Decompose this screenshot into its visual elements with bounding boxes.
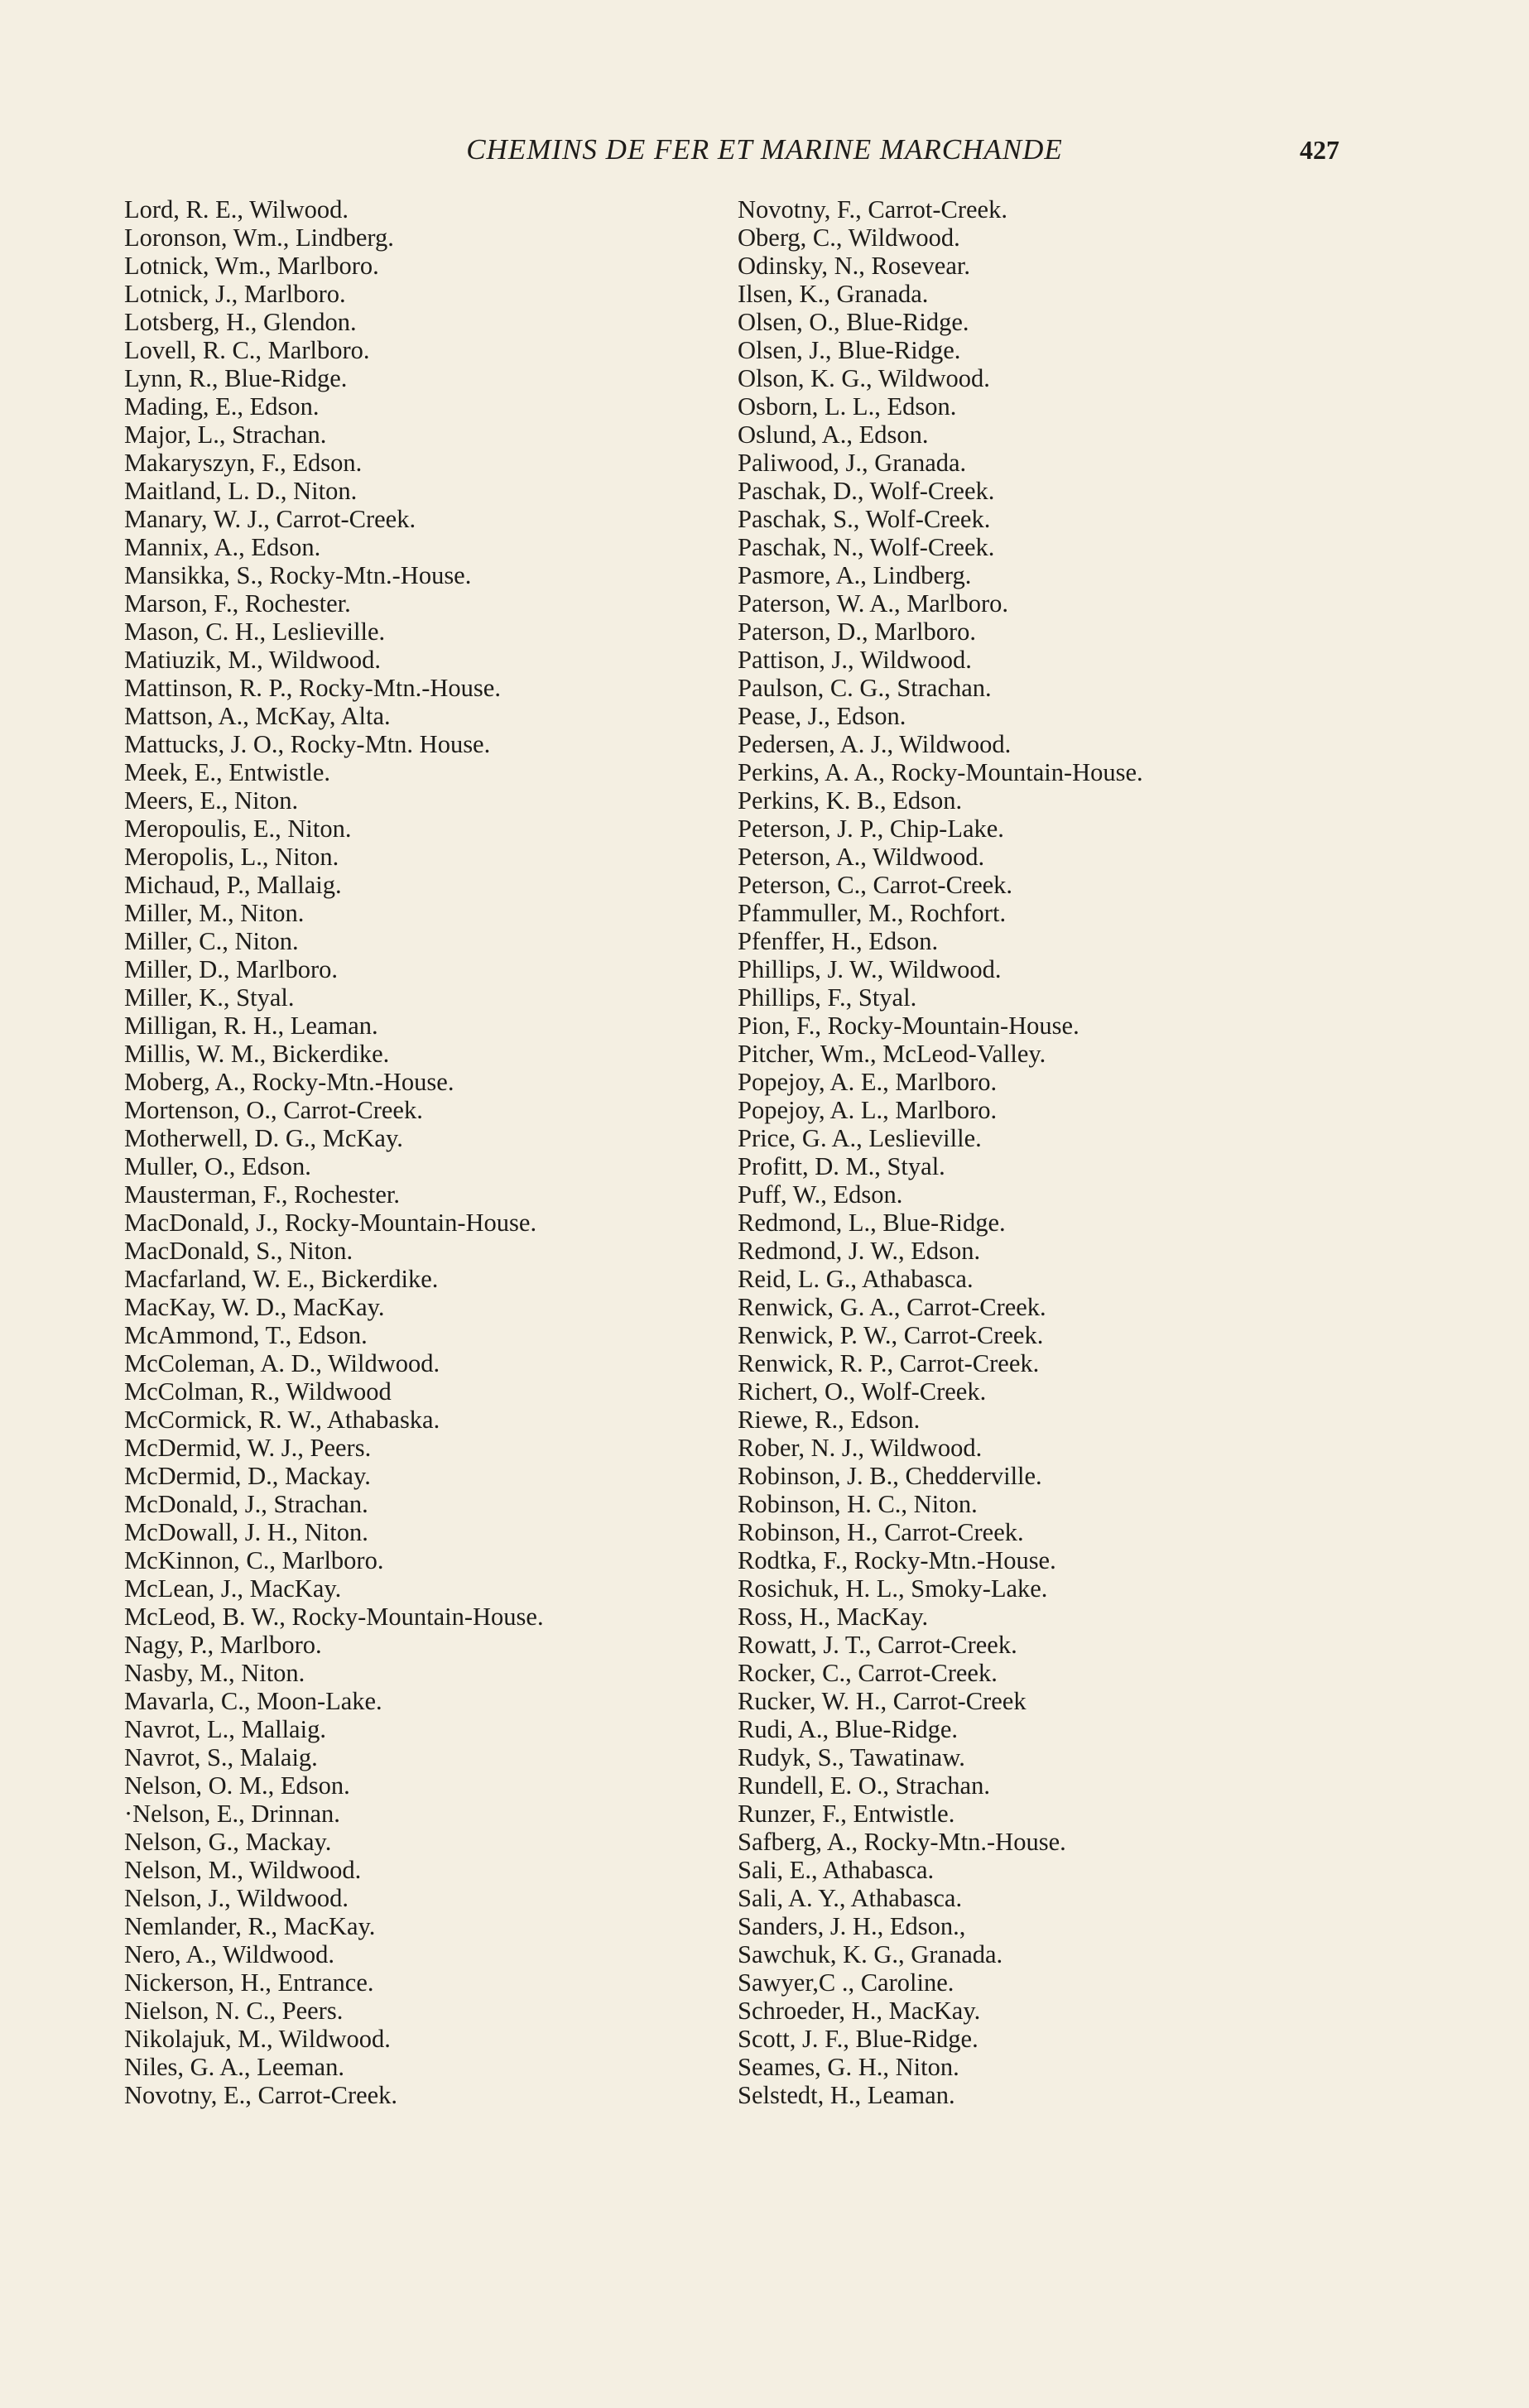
directory-entry: Phillips, J. W., Wildwood. [738, 955, 1002, 983]
directory-entry: Olsen, J., Blue-Ridge. [738, 336, 961, 364]
directory-entry: Oberg, C., Wildwood. [738, 223, 960, 252]
directory-entry: Scott, J. F., Blue-Ridge. [738, 2025, 978, 2053]
directory-entry: Renwick, R. P., Carrot-Creek. [738, 1349, 1040, 1377]
directory-entry: MacKay, W. D., MacKay. [124, 1293, 385, 1321]
directory-entry: Motherwell, D. G., McKay. [124, 1124, 403, 1152]
directory-entry: Ilsen, K., Granada. [738, 280, 929, 308]
directory-entry: Matiuzik, M., Wildwood. [124, 646, 381, 674]
left-column [124, 195, 544, 2109]
directory-entry: Niles, G. A., Leeman. [124, 2053, 344, 2081]
directory-entry: Moberg, A., Rocky-Mtn.-House. [124, 1068, 454, 1096]
directory-entry: Paschak, N., Wolf-Creek. [738, 533, 995, 561]
directory-entry: Lotnick, J., Marlboro. [124, 280, 346, 308]
directory-entry: Rundell, E. O., Strachan. [738, 1771, 990, 1800]
directory-entry: Lovell, R. C., Marlboro. [124, 336, 370, 364]
directory-entry: Miller, D., Marlboro. [124, 955, 338, 983]
directory-entry: McCormick, R. W., Athabaska. [124, 1406, 440, 1434]
page-number: 427 [1300, 135, 1339, 165]
directory-entry: Nagy, P., Marlboro. [124, 1631, 322, 1659]
directory-entry: Miller, C., Niton. [124, 927, 299, 955]
directory-entry: Runzer, F., Entwistle. [738, 1800, 955, 1828]
directory-entry: Paterson, D., Marlboro. [738, 618, 977, 646]
directory-entry: Makaryszyn, F., Edson. [124, 449, 363, 477]
directory-entry: Navrot, S., Malaig. [124, 1743, 318, 1771]
directory-entry: Paliwood, J., Granada. [738, 449, 967, 477]
directory-entry: Rodtka, F., Rocky-Mtn.-House. [738, 1546, 1056, 1574]
directory-entry: Paschak, S., Wolf-Creek. [738, 505, 991, 533]
directory-entry: McDermid, W. J., Peers. [124, 1434, 372, 1462]
directory-entry: Macfarland, W. E., Bickerdike. [124, 1265, 439, 1293]
directory-entry: Lord, R. E., Wilwood. [124, 195, 349, 223]
directory-entry: Rowatt, J. T., Carrot-Creek. [738, 1631, 1017, 1659]
directory-entry: Manary, W. J., Carrot-Creek. [124, 505, 416, 533]
directory-entry: Oslund, A., Edson. [738, 421, 929, 449]
directory-entry: Price, G. A., Leslieville. [738, 1124, 982, 1152]
directory-entry: Renwick, G. A., Carrot-Creek. [738, 1293, 1046, 1321]
directory-entry: Mannix, A., Edson. [124, 533, 321, 561]
directory-entry: Reid, L. G., Athabasca. [738, 1265, 974, 1293]
directory-entry: Popejoy, A. E., Marlboro. [738, 1068, 998, 1096]
directory-entry: ·Nelson, E., Drinnan. [124, 1800, 340, 1828]
directory-entry: Meropolis, L., Niton. [124, 843, 339, 871]
directory-entry: Nickerson, H., Entrance. [124, 1968, 374, 1997]
directory-entry: McDonald, J., Strachan. [124, 1490, 368, 1518]
directory-entry: Sali, A. Y., Athabasca. [738, 1884, 963, 1912]
directory-entry: Redmond, J. W., Edson. [738, 1237, 981, 1265]
directory-entry: Sawyer,C ., Caroline. [738, 1968, 954, 1997]
directory-entry: Nasby, M., Niton. [124, 1659, 305, 1687]
directory-entry: Odinsky, N., Rosevear. [738, 252, 970, 280]
directory-entry: Mortenson, O., Carrot-Creek. [124, 1096, 423, 1124]
directory-entry: Pasmore, A., Lindberg. [738, 561, 972, 589]
directory-entry: Robinson, H., Carrot-Creek. [738, 1518, 1024, 1546]
directory-entry: McKinnon, C., Marlboro. [124, 1546, 384, 1574]
directory-entry: Pfenffer, H., Edson. [738, 927, 939, 955]
directory-entry: Navrot, L., Mallaig. [124, 1715, 326, 1743]
directory-entry: McDowall, J. H., Niton. [124, 1518, 368, 1546]
directory-entry: Redmond, L., Blue-Ridge. [738, 1209, 1006, 1237]
directory-entry: MacDonald, S., Niton. [124, 1237, 353, 1265]
directory-entry: Rucker, W. H., Carrot-Creek [738, 1687, 1027, 1715]
directory-entry: Phillips, F., Styal. [738, 983, 917, 1012]
running-head [0, 129, 1529, 171]
directory-entry: Rosichuk, H. L., Smoky-Lake. [738, 1574, 1048, 1603]
directory-entry: Mading, E., Edson. [124, 392, 320, 421]
directory-entry: Seames, G. H., Niton. [738, 2053, 959, 2081]
directory-entry: Perkins, A. A., Rocky-Mountain-House. [738, 758, 1143, 786]
directory-entry: Popejoy, A. L., Marlboro. [738, 1096, 998, 1124]
directory-entry: Meek, E., Entwistle. [124, 758, 331, 786]
directory-entry: McLeod, B. W., Rocky-Mountain-House. [124, 1603, 544, 1631]
directory-entry: Richert, O., Wolf-Creek. [738, 1377, 987, 1406]
directory-entry: Nelson, J., Wildwood. [124, 1884, 349, 1912]
directory-entry: Paterson, W. A., Marlboro. [738, 589, 1009, 618]
directory-entry: Nelson, G., Mackay. [124, 1828, 332, 1856]
directory-entry: Profitt, D. M., Styal. [738, 1152, 945, 1180]
directory-entry: McAmmond, T., Edson. [124, 1321, 368, 1349]
directory-entry: Selstedt, H., Leaman. [738, 2081, 955, 2109]
directory-entry: Rober, N. J., Wildwood. [738, 1434, 983, 1462]
directory-entry: Robinson, J. B., Chedderville. [738, 1462, 1042, 1490]
directory-entry: McDermid, D., Mackay. [124, 1462, 371, 1490]
directory-entry: Rocker, C., Carrot-Creek. [738, 1659, 998, 1687]
directory-entry: Meers, E., Niton. [124, 786, 299, 815]
directory-entry: Peterson, J. P., Chip-Lake. [738, 815, 1004, 843]
directory-entry: Michaud, P., Mallaig. [124, 871, 342, 899]
directory-entry: Peterson, A., Wildwood. [738, 843, 985, 871]
directory-entry: Riewe, R., Edson. [738, 1406, 921, 1434]
directory-entry: Robinson, H. C., Niton. [738, 1490, 978, 1518]
directory-entry: Pitcher, Wm., McLeod-Valley. [738, 1040, 1046, 1068]
directory-entry: McLean, J., MacKay. [124, 1574, 342, 1603]
directory-entry: Milligan, R. H., Leaman. [124, 1012, 378, 1040]
directory-entry: Schroeder, H., MacKay. [738, 1997, 981, 2025]
directory-entry: Loronson, Wm., Lindberg. [124, 223, 394, 252]
directory-entry: Mavarla, C., Moon-Lake. [124, 1687, 382, 1715]
directory-entry: Nikolajuk, M., Wildwood. [124, 2025, 391, 2053]
directory-entry: Lynn, R., Blue-Ridge. [124, 364, 348, 392]
directory-entry: Major, L., Strachan. [124, 421, 327, 449]
directory-entry: McColeman, A. D., Wildwood. [124, 1349, 440, 1377]
directory-entry: Nelson, O. M., Edson. [124, 1771, 350, 1800]
directory-entry: Olsen, O., Blue-Ridge. [738, 308, 969, 336]
directory-entry: Marson, F., Rochester. [124, 589, 351, 618]
directory-entry: Mattinson, R. P., Rocky-Mtn.-House. [124, 674, 501, 702]
directory-entry: Lotsberg, H., Glendon. [124, 308, 357, 336]
directory-entry: Mattucks, J. O., Rocky-Mtn. House. [124, 730, 491, 758]
directory-entry: Rudyk, S., Tawatinaw. [738, 1743, 965, 1771]
directory-entry: Nero, A., Wildwood. [124, 1940, 335, 1968]
directory-entry: Maitland, L. D., Niton. [124, 477, 358, 505]
directory-entry: Pion, F., Rocky-Mountain-House. [738, 1012, 1079, 1040]
directory-entry: Puff, W., Edson. [738, 1180, 903, 1209]
directory-entry: Renwick, P. W., Carrot-Creek. [738, 1321, 1044, 1349]
directory-entry: Mattson, A., McKay, Alta. [124, 702, 391, 730]
directory-entry: Lotnick, Wm., Marlboro. [124, 252, 379, 280]
directory-entry: Novotny, E., Carrot-Creek. [124, 2081, 398, 2109]
directory-entry: Rudi, A., Blue-Ridge. [738, 1715, 959, 1743]
directory-entry: Mausterman, F., Rochester. [124, 1180, 400, 1209]
directory-entry: Mansikka, S., Rocky-Mtn.-House. [124, 561, 472, 589]
directory-entry: Nielson, N. C., Peers. [124, 1997, 344, 2025]
directory-entry: Pedersen, A. J., Wildwood. [738, 730, 1012, 758]
directory-entry: Peterson, C., Carrot-Creek. [738, 871, 1013, 899]
directory-entry: McColman, R., Wildwood [124, 1377, 392, 1406]
directory-entry: Paschak, D., Wolf-Creek. [738, 477, 995, 505]
directory-entry: Meropoulis, E., Niton. [124, 815, 352, 843]
directory-entry: Novotny, F., Carrot-Creek. [738, 195, 1007, 223]
directory-entry: Ross, H., MacKay. [738, 1603, 929, 1631]
directory-entry: Perkins, K. B., Edson. [738, 786, 963, 815]
directory-entry: Pfammuller, M., Rochfort. [738, 899, 1007, 927]
right-column [738, 195, 1143, 2109]
directory-entry: Sali, E., Athabasca. [738, 1856, 935, 1884]
directory-entry: Safberg, A., Rocky-Mtn.-House. [738, 1828, 1066, 1856]
directory-entry: Nemlander, R., MacKay. [124, 1912, 376, 1940]
directory-entry: Sanders, J. H., Edson., [738, 1912, 966, 1940]
directory-entry: Pattison, J., Wildwood. [738, 646, 972, 674]
directory-entry: Pease, J., Edson. [738, 702, 906, 730]
directory-entry: Paulson, C. G., Strachan. [738, 674, 992, 702]
directory-entry: Millis, W. M., Bickerdike. [124, 1040, 390, 1068]
directory-entry: Muller, O., Edson. [124, 1152, 311, 1180]
directory-entry: Nelson, M., Wildwood. [124, 1856, 362, 1884]
directory-entry: Olson, K. G., Wildwood. [738, 364, 990, 392]
directory-entry: Miller, K., Styal. [124, 983, 295, 1012]
directory-entry: MacDonald, J., Rocky-Mountain-House. [124, 1209, 537, 1237]
directory-entry: Mason, C. H., Leslieville. [124, 618, 386, 646]
directory-entry: Miller, M., Niton. [124, 899, 305, 927]
running-title: CHEMINS DE FER ET MARINE MARCHANDE [466, 133, 1063, 166]
directory-entry: Sawchuk, K. G., Granada. [738, 1940, 1003, 1968]
directory-entry: Osborn, L. L., Edson. [738, 392, 957, 421]
